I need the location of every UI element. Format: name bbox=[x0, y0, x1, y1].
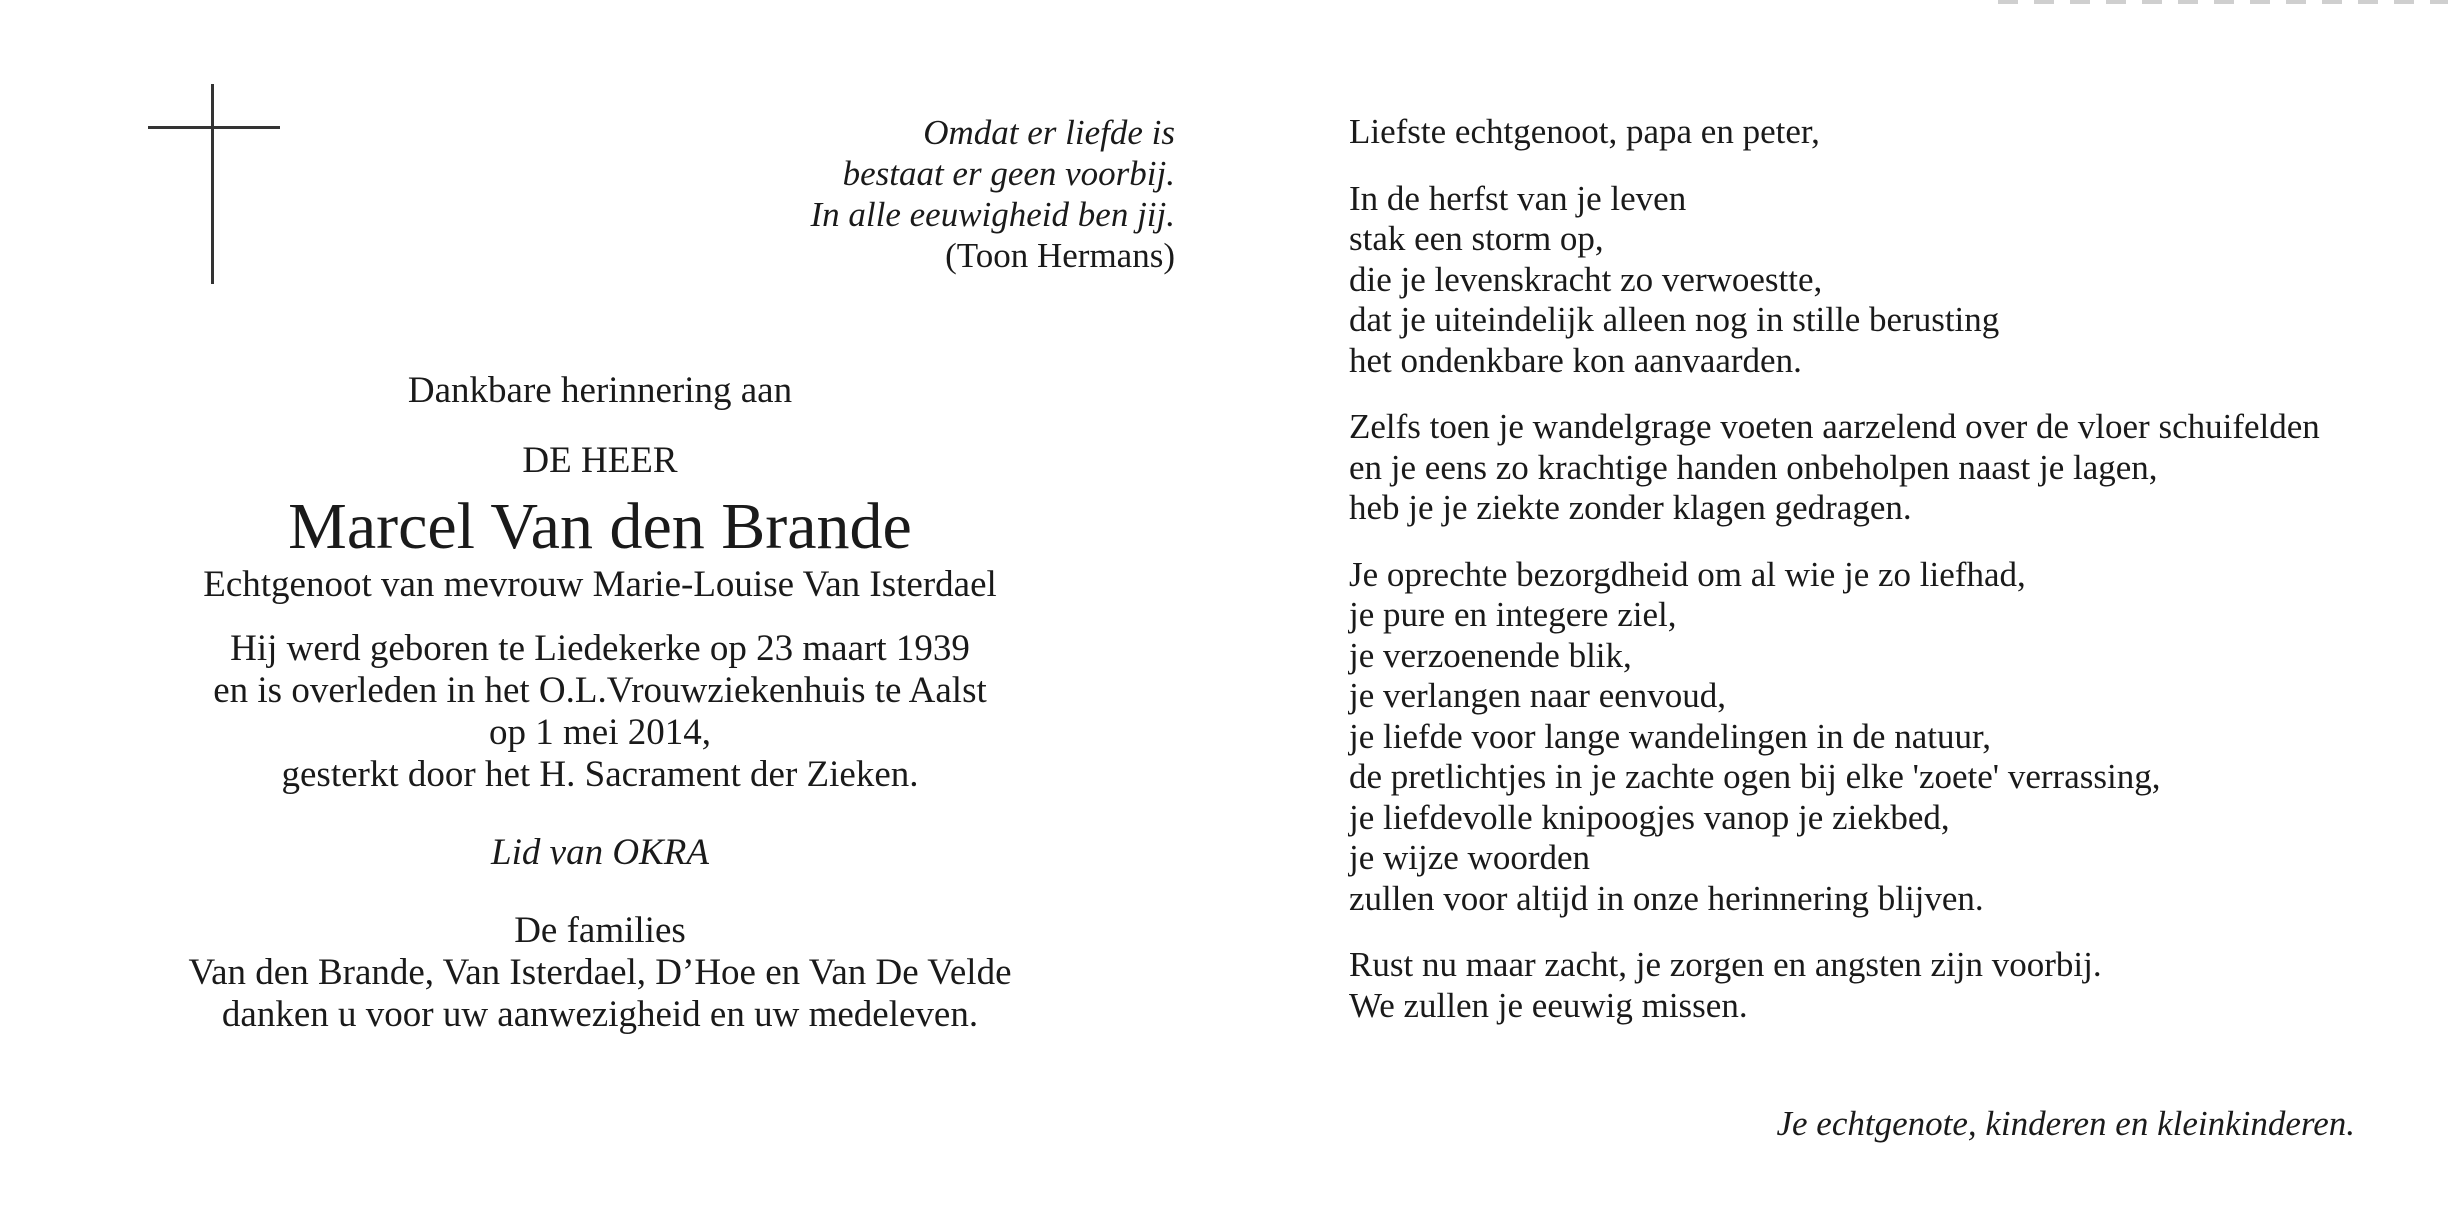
poem-line: We zullen je eeuwig missen. bbox=[1349, 985, 1748, 1025]
right-panel bbox=[1349, 112, 2399, 1026]
poem-line: je pure en integere ziel, bbox=[1349, 595, 1677, 634]
bio-line: en is overleden in het O.L.Vrouwziekenhuis te Aalst bbox=[213, 670, 987, 711]
deceased-name: Marcel Van den Brande bbox=[288, 490, 912, 563]
signature: Je echtgenote, kinderen en kleinkinderen. bbox=[1776, 1104, 2355, 1143]
family-line: De families bbox=[514, 910, 686, 951]
poem-line: dat je uiteindelijk alleen nog in stille berusting bbox=[1349, 300, 2000, 339]
scan-edge-marks bbox=[1998, 0, 2448, 4]
poem-line: je liefdevolle knipoogjes vanop je ziekbed, bbox=[1349, 797, 1950, 837]
poem-line: je verlangen naar eenvoud, bbox=[1349, 676, 1727, 715]
memorial-quote bbox=[680, 112, 1175, 276]
intro-text: Dankbare herinnering aan bbox=[407, 370, 793, 411]
quote-line: bestaat er geen voorbij. bbox=[842, 154, 1175, 193]
poem-stanza-3 bbox=[1349, 555, 2399, 920]
poem-line: zullen voor altijd in onze herinnering blijven. bbox=[1349, 878, 1984, 918]
poem-line: je wijze woorden bbox=[1349, 838, 1591, 877]
quote-author: (Toon Hermans) bbox=[945, 236, 1175, 275]
poem-line: je verzoenende blik, bbox=[1349, 635, 1632, 675]
greeting: Liefste echtgenoot, papa en peter, bbox=[1349, 112, 1820, 151]
poem-stanza-4 bbox=[1349, 945, 2399, 1026]
poem-line: Zelfs toen je wandelgrage voeten aarzelend over de vloer schuifelden bbox=[1349, 407, 2320, 446]
poem-line: je liefde voor lange wandelingen in de natuur, bbox=[1349, 716, 1991, 756]
poem-line: het ondenkbare kon aanvaarden. bbox=[1349, 340, 1802, 380]
poem-line: en je eens zo krachtige handen onbeholpen naast je lagen, bbox=[1349, 447, 2158, 487]
cross-icon-vertical bbox=[211, 84, 214, 284]
poem-line: heb je je ziekte zonder klagen gedragen. bbox=[1349, 488, 1912, 527]
bio-line: Hij werd geboren te Liedekerke op 23 maart 1939 bbox=[230, 628, 970, 669]
left-panel bbox=[100, 370, 1100, 1036]
quote-line: In alle eeuwigheid ben jij. bbox=[810, 195, 1175, 234]
quote-line: Omdat er liefde is bbox=[923, 113, 1175, 152]
family-line: danken u voor uw aanwezigheid en uw medeleven. bbox=[221, 994, 979, 1035]
bio-line: gesterkt door het H. Sacrament der Zieken. bbox=[281, 754, 919, 795]
family-line: Van den Brande, Van Isterdael, D’Hoe en Van De Velde bbox=[188, 952, 1012, 993]
honorific: DE HEER bbox=[522, 440, 678, 481]
poem-stanza-1 bbox=[1349, 179, 2399, 382]
bio-line: op 1 mei 2014, bbox=[489, 712, 711, 753]
poem-line: In de herfst van je leven bbox=[1349, 178, 1687, 218]
membership: Lid van OKRA bbox=[491, 832, 709, 873]
cross-icon-horizontal bbox=[148, 126, 280, 129]
poem-line: Rust nu maar zacht, je zorgen en angsten zijn voorbij. bbox=[1349, 945, 2102, 984]
poem-stanza-2 bbox=[1349, 407, 2399, 529]
spouse-line: Echtgenoot van mevrouw Marie-Louise Van Isterdael bbox=[203, 564, 997, 605]
poem-line: stak een storm op, bbox=[1349, 219, 1604, 258]
poem-line: die je levenskracht zo verwoestte, bbox=[1349, 259, 1823, 299]
poem-line: Je oprechte bezorgdheid om al wie je zo liefhad, bbox=[1349, 554, 2026, 594]
poem-line: de pretlichtjes in je zachte ogen bij elke 'zoete' verrassing, bbox=[1349, 757, 2161, 796]
